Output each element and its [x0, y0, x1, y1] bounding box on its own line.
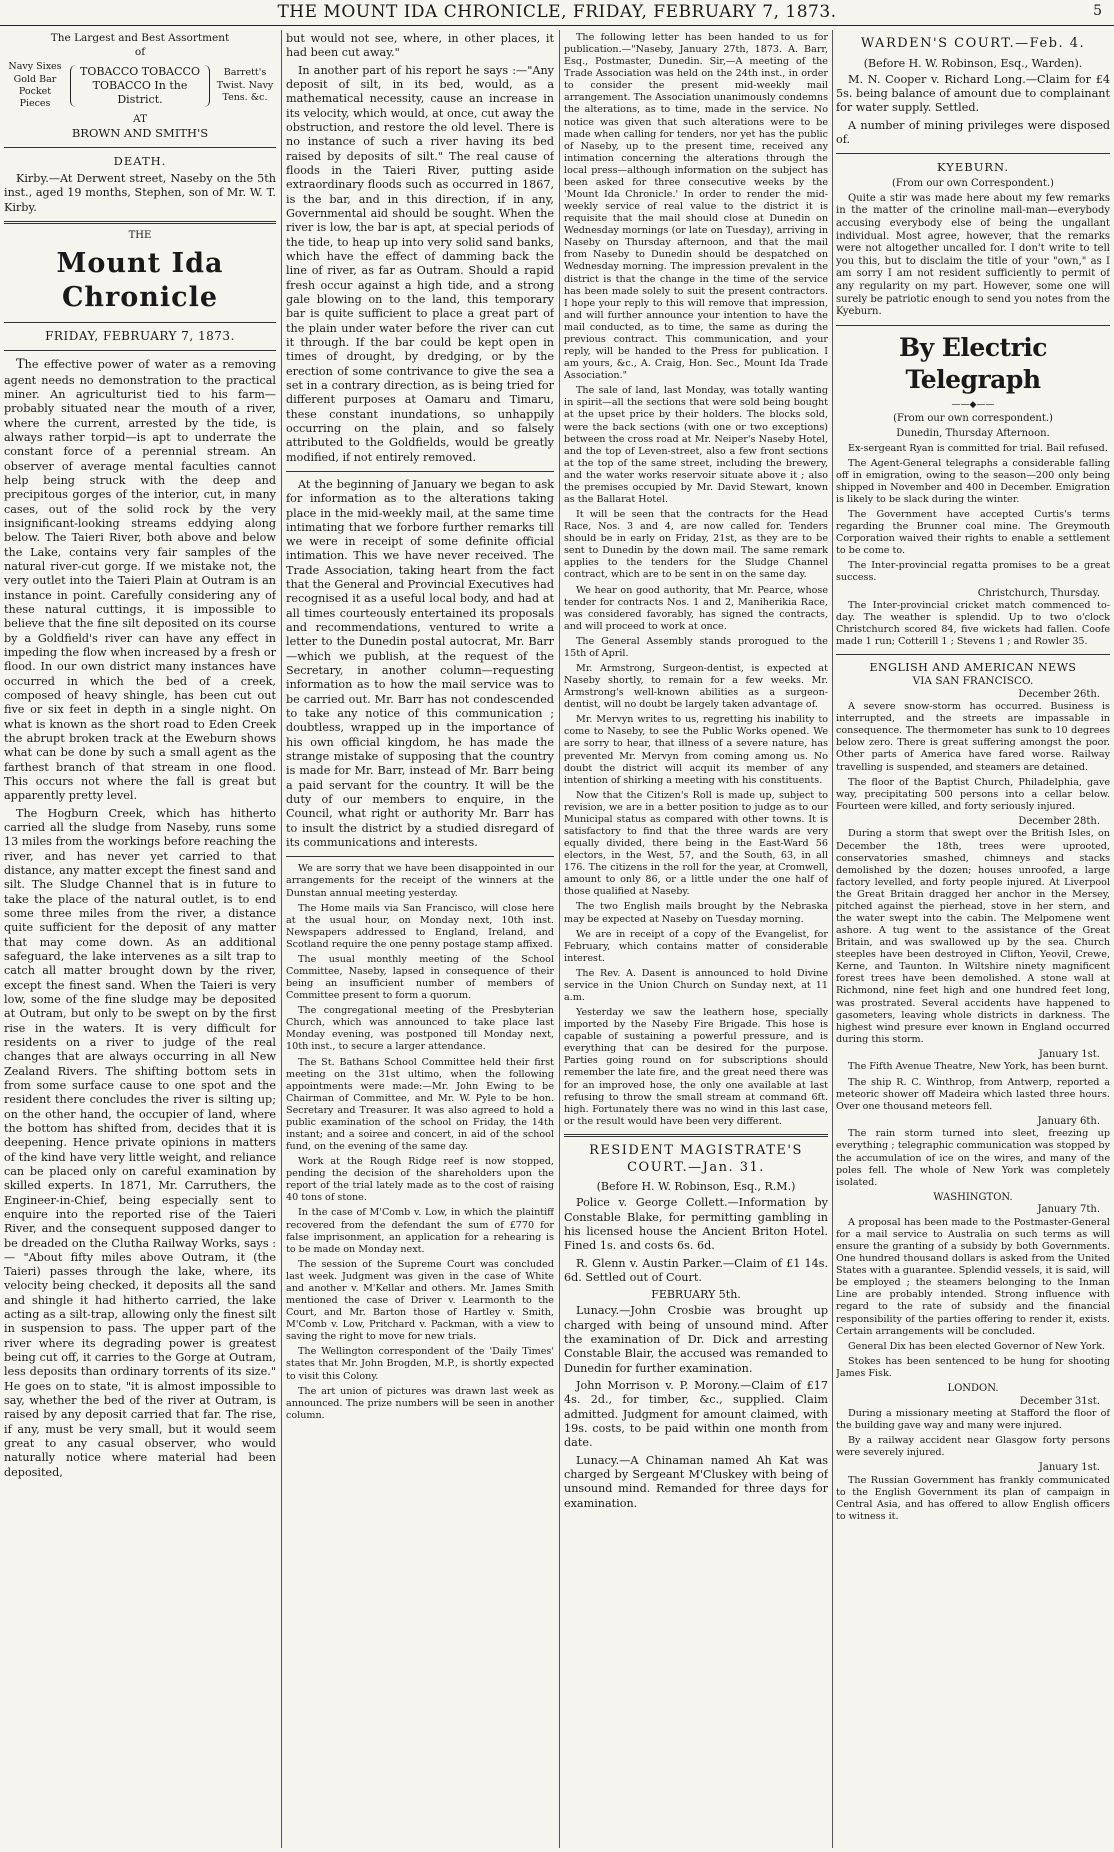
news-date: January 7th.: [1037, 1204, 1100, 1216]
news-paragraph: The sale of land, last Monday, was totally wanting in spirit—all the sections that were sold being bought at the upset price by their holders. The blocks sold, were the back sections (with one or two exceptions) between the cross road at Mr. Neiper's Naseby Hotel, and the top of Leven-street, also a few front sections at the top of the same street, including the brewery, and the water works reservoir situate above it ; also the premises occupied by Mr. David Stewart, known as the Ballarat Hotel.: [564, 385, 828, 505]
telegraph-heading: By Electric Telegraph: [899, 332, 1047, 394]
news-paragraph: By a railway accident near Glasgow forty persons were severely injured.: [836, 1435, 1110, 1459]
editorial-paragraph: The effective power of water as a removing agent needs no demonstration to the practical miner. An agriculturist tied to his farm—probably situated near the mouth of a river, where the current, arrested by the tide, is always rather torpid—is apt to underrate the constant force of a perennial stream. An observer of average mental faculties cannot help being struck with the deep and precipitous gorges of the interior, cut, in many cases, out of the solid rock by the very insignificant-looking streams eddying along below. The Taieri River, both above and below the Lake, contains very fair samples of the natural river-cut gorge. If we mistake not, the very outlet into the Taieri Plain at Outram is an instance in point. Carefully considering any of these natural cuttings, it is impossible to believe that the fine silt deposited on its course by a Goldfield's river can have any effect in impeding the flow when increased by a fresh or flood. In our own district many instances have occurred in which the bed of a creek, composed of heavy shingle, has been cut out five or six feet in depth in a single night. On what is known as the short road to Eden Creek the abrupt broken track at the Eweburn shows what can be done by such a small agent as the farthest branch of that stream in one flood. This occurs not where the fall is great but apparently pretty level.: [4, 357, 276, 803]
telegraph-paragraph: The Agent-General telegraphs a considerable falling off in emigration, owing to the season—200 only being shipped in November and 400 in December. Emigration is likely to be slack during the winter.: [836, 457, 1110, 506]
court-paragraph: M. N. Cooper v. Richard Long.—Claim for £4 5s. being balance of amount due to complainant for water supply. Settled.: [836, 72, 1110, 115]
news-paragraph: The floor of the Baptist Church, Philadelphia, gave way, precipitating 500 persons into a cellar below. Fourteen were killed, and forty seriously injured.: [836, 776, 1110, 812]
death-heading: DEATH.: [113, 154, 167, 169]
telegraph-paragraph: Ex-sergeant Ryan is committed for trial. Bail refused.: [848, 442, 1108, 454]
news-date: December 26th.: [1018, 688, 1100, 700]
kyeburn-heading: KYEBURN.: [936, 160, 1010, 175]
news-date: January 1st.: [1038, 1048, 1100, 1060]
editorial-paragraph: but would not see, where, in other places, it had been cut away.": [286, 32, 554, 60]
warden-heading: WARDEN'S COURT.—Feb. 4.: [860, 36, 1086, 51]
court-paragraph: Police v. George Collett.—Information by Constable Blake, for permitting gambling in his licensed house the Ancient Briton Hotel. Fined 1s. and costs 6s. 6d.: [564, 1196, 828, 1253]
column-rule: [832, 30, 833, 1848]
news-date: January 1st.: [1038, 1462, 1100, 1474]
ad-line: of: [134, 45, 146, 58]
news-paragraph: The Wellington correspondent of the 'Daily Times' states that Mr. John Brogden, M.P., is shortly expected to visit this Colony.: [286, 1346, 554, 1382]
news-date: WASHINGTON.: [933, 1191, 1013, 1203]
column-4: [836, 32, 1110, 1847]
news-heading: ENGLISH AND AMERICAN NEWS: [869, 661, 1077, 675]
news-paragraph: During a storm that swept over the British Isles, on December the 18th, trees were uprooted, conservatories smashed, chimneys and stacks demolished by the dozen; houses unroofed, a large factory levelled, and forty people injured. At Liverpool the Great Britain dragged her anchor in the Mersey, pitched against the pierhead, stove in her stern, and the water swept into the cabin. The Melpomene went ashore. A tug went to the assistance of the Great Britain, and was swallowed up by the sea. Church steeples have been destroyed in Clifton, Yeovil, Crewe, Kerne, and Taunton. In Wiltshire ninety magnificent forest trees have been demolished. A stone wall at Richmond, nine feet high and one hundred feet long, was prostrated. Several accidents have happened to gasometers, leaving whole districts in darkness. The highest wind presure ever known in England occurred during this storm.: [836, 828, 1110, 1045]
news-paragraph: We are sorry that we have been disappointed in our arrangements for the receipt of the winners at the Dunstan annual meeting yesterday.: [286, 863, 554, 899]
news-paragraph: The two English mails brought by the Nebraska may be expected at Naseby on Tuesday morning.: [564, 901, 828, 925]
news-paragraph: The Home mails via San Francisco, will close here at the usual hour, on Monday next, 10th inst. Newspapers addressed to England, Ireland, and Scotland require the one penny postage stamp affixed.: [286, 902, 554, 950]
news-paragraph: Work at the Rough Ridge reef is now stopped, pending the decision of the shareholders upon the report of the trial lately made as to the cost of raising 40 tons of stone.: [286, 1156, 554, 1204]
dateline-christchurch: Christchurch, Thursday.: [977, 587, 1100, 599]
column-2: [286, 32, 554, 1847]
news-date: December 28th.: [1018, 815, 1100, 827]
news-paragraph: The General Assembly stands prorogued to the 15th of April.: [564, 635, 828, 659]
telegraph-paragraph: The Inter-provincial regatta promises to be a great success.: [836, 560, 1110, 584]
news-paragraph: The art union of pictures was drawn last week as announced. The prize numbers will be seen in another column.: [286, 1385, 554, 1421]
news-paragraph: During a missionary meeting at Stafford the floor of the building gave way and many were injured.: [836, 1408, 1110, 1432]
column-rule: [281, 30, 282, 1848]
court-paragraph: A number of mining privileges were disposed of.: [836, 118, 1110, 147]
news-paragraph: We are in receipt of a copy of the Evangelist, for February, which contains matter of considerable interest.: [564, 928, 828, 964]
masthead-title: THE MOUNT IDA CHRONICLE, FRIDAY, FEBRUARY 7, 1873.: [277, 2, 837, 22]
news-paragraph: The ship R. C. Winthrop, from Antwerp, reported a meteoric shower off Madeira which lasted three hours. Over one thousand meteors fell.: [836, 1076, 1110, 1112]
column-rule: [559, 30, 560, 1848]
news-paragraph: The congregational meeting of the Presbyterian Church, which was announced to take place last Monday evening, was postponed till Monday next, 10th inst., to secure a larger attendance.: [286, 1005, 554, 1053]
ad-middle: TOBACCO TOBACCO TOBACCO In the District.: [70, 65, 210, 108]
kyeburn-subheading: (From our own Correspondent.): [892, 178, 1054, 190]
news-paragraph: A severe snow-storm has occurred. Business is interrupted, and the streets are impassable in consequence. The thermometer has sunk to 10 degrees below zero. There is great suffering amongst the poor. Other parts of America have fared worse. Railway travelling is suspended, and steamers are detained.: [836, 701, 1110, 773]
court-subheading: (Before H. W. Robinson, Esq., R.M.): [596, 1180, 796, 1194]
court-paragraph: R. Glenn v. Austin Parker.—Claim of £1 14s. 6d. Settled out of Court.: [564, 1256, 828, 1284]
court-paragraph: Lunacy.—A Chinaman named Ah Kat was charged by Sergeant M'Cluskey with being of unsound mind. Remanded for three days for examination.: [564, 1453, 828, 1510]
news-paragraph: We hear on good authority, that Mr. Pearce, whose tender for contracts Nos. 1 and 2, Maniherikia Race, was considered favorably, has signed the contracts, and will proceed to work at once.: [564, 584, 828, 632]
news-paragraph: The rain storm turned into sleet, freezing up everything ; telegraphic communication was stopped by the accumulation of ice on the wires, and many of the poles fell. The whole of New York was completely isolated.: [836, 1128, 1110, 1188]
news-paragraph: Mr. Mervyn writes to us, regretting his inability to come to Naseby, to see the Public Works opened. We are sorry to hear, that illness of a severe nature, has prevented Mr. Mervyn from coming among us. No doubt the district will acquit its member of any intention of shirking a meeting with his constituents.: [564, 714, 828, 786]
telegraph-subheading: (From our own correspondent.): [893, 413, 1053, 425]
dateline-dunedin: Dunedin, Thursday Afternoon.: [896, 428, 1050, 440]
nameplate-the: THE: [128, 229, 152, 241]
editorial-paragraph: The Hogburn Creek, which has hitherto carried all the sludge from Naseby, runs some 13 miles from the workings before reaching the river, and has never yet carried to that distance, any matter except the finest sand and silt. The Sludge Channel that is in future to take the place of the natural outlet, is to end some three miles from the river, a distance quite sufficient for the deposit of any matter that may come down. As an additional safeguard, the lake intervenes as a silt trap to catch all matter brought down by the river, except the finest sand. When the Taieri is very low, some of the fine sludge may be deposited at Outram, but only to be swept on by the first rise in the waters. It is very difficult for residents on a river to judge of the real changes that are always occurring in all New Zealand Rivers. The shifting bottom sets in from some surface cause to one spot and the resident there concludes the river is silting up; on the other hand, the occupier of land, where the bottom has shifted from, decides that it is deepening. Hence private opinions in matters of the kind have very little weight, and reliance can be placed only on careful examination by skilled experts. In 1871, Mr. Carruthers, the Engineer-in-Chief, being especially sent to enquire into the reported rise of the Taieri River, and the consequent supposed danger to be dreaded on the Clutha Railway Works, says :— "About fifty miles above Outram, it (the Taieri) passes through the lake, where, its velocity being checked, it deposits all the sand and shingle it had hitherto carried, the lake acting as a silt-trap, allowing only the finest silt in suspension to pass. The upper part of the river where its degrading power is greatest being cut off, it carries to the Gorge at Outram, less deposits than ordinary torrents of its size." He goes on to state, "it is almost impossible to say, whether the bed of the river at Outram, is raised by any deposit carried that far. The rise, if any, must be very small, but it would seem great to any casual observer, who would naturally notice where material had been deposited,: [4, 806, 276, 1479]
nameplate: Mount Ida Chronicle: [56, 247, 224, 314]
news-paragraph: It will be seen that the contracts for the Head Race, Nos. 3 and 4, are now called for. Tenders should be in early on Friday, 21st, as they are to be sent to Dunedin by the down mail. The same remark applies to the tenders for the Sludge Channel contract, which are to be sent in on the same day.: [564, 509, 828, 581]
news-paragraph: The usual monthly meeting of the School Committee, Naseby, lapsed in consequence of their being an insufficient number of members of Committee present to form a quorum.: [286, 953, 554, 1002]
news-date: LONDON.: [947, 1382, 999, 1394]
news-paragraph: General Dix has been elected Governor of New York.: [848, 1340, 1106, 1352]
kyeburn-paragraph: Quite a stir was made here about my few remarks in the matter of the crinoline mail-man—everybody accusing everybody else of being the ungallant individual. Most agree, however, that the remarks were not altogether uncalled for. I don't write to tell you this, but to disclaim the title of your "own," as I am sorry I am not resident sufficiently to permit of any regularity on my part. However, some one will surely be patriotic enough to send you notes from the Kyeburn.: [836, 192, 1110, 318]
masthead: [0, 0, 1114, 26]
telegraph-paragraph: The Inter-provincial cricket match commenced to-day. The weather is splendid. Up to two o'clock Christchurch scored 84, five wickets had fallen. Coofe made 1 run; Cotterill 1 ; Stevens 1 ; and Rowler 35.: [836, 600, 1110, 648]
tobacco-advertisement: [4, 32, 276, 141]
editorial-paragraph: At the beginning of January we began to ask for information as to the alterations taking place in the mid-weekly mail, at the same time intimating that we forbore further remarks till we were in receipt of some definite official intimation. This we have never received. The Trade Association, taking heart from the fact that the General and Provincial Executives had recognised it as a useful local body, and had at all times courteously entertained its proposals and recommendations, ventured to write a letter to the Dunedin postal autocrat, Mr. Barr—which we publish, at the request of the Secretary, in another column—requesting information as to how the mail service was to be carried out. Mr. Barr has not condescended to take any notice of this communication ; doubtless, wrapped up in the importance of his own official kingdom, he has made the strange mistake of supposing that the country is made for Mr. Barr, instead of Mr. Barr being a paid servant for the country. It will be the duty of our members to enquire, in the Council, what right or authority Mr. Barr has to insult the district by a studied disregard of its communications and interests.: [286, 477, 554, 850]
news-date: December 31st.: [1019, 1395, 1100, 1407]
news-paragraph: The Rev. A. Dasent is announced to hold Divine service in the Union Church on Sunday next, at 11 a.m.: [564, 967, 828, 1004]
news-paragraph: The session of the Supreme Court was concluded last week. Judgment was given in the case of White and another v. M'Kellar and others. Mr. James Smith mentioned the case of Driver v. Learmonth to the Court, and Mr. Barton those of Hartley v. Smith, M'Comb v. Low, Pritchard v. Packman, with a view to saving the right to move for new trials.: [286, 1258, 554, 1343]
death-notice: Kirby.—At Derwent street, Naseby on the 5th inst., aged 19 months, Stephen, son of Mr. W. T. Kirby.: [4, 171, 276, 214]
dateline: FRIDAY, FEBRUARY 7, 1873.: [45, 328, 235, 343]
news-paragraph: Now that the Citizen's Roll is made up, subject to revision, we are in a better position to judge as to our Municipal status as compared with other towns. It is satisfactory to find that the three wards are very equally divided, there being in the East-Ward 56 electors, in the West, 57, and the South, 63, in all 176. The citizens in the roll for the year, at Cromwell, amount to only 86, or a little under the one half of those qualified at Naseby.: [564, 789, 828, 898]
ad-line: AT: [132, 112, 147, 125]
warden-subheading: (Before H. W. Robinson, Esq., Warden).: [863, 56, 1083, 70]
ad-right: Barrett's Twist. Navy Tens. &c.: [216, 67, 274, 104]
news-paragraph: The following letter has been handed to us for publication.—"Naseby, January 27th, 1873. A. Barr, Esq., Postmaster, Dunedin. Sir,—A meeting of the Trade Association was held on the 24th inst., in order to consider the present mid-weekly mail arrangement. The Association unanimously condemns the alterations, as to time, made in the service. No notice was given that such alterations were to be made when calling for tenders, nor yet has the public of Naseby, up to the present time, received any intimation concerning the alterations through the local press—although information on the subject has been asked for three consecutive weeks by the 'Mount Ida Chronicle.' In order to render the mid-weekly service of real value to the district it is requisite that the mail should close at Dunedin on Wednesday mornings (or late on Tuesday), arriving in Naseby on Thursday afternoon, and that the mail from Naseby to Dunedin should be despatched on Wednesday morning. The impression prevalent in the district is that the change in the time of the service has been made solely to suit the present contractors. I hope your reply to this will remove that impression, and will further announce your intention to have the mail conducted, as to time, the same as during the previous contract. This communication, and your reply, will be handed to the Press for publication. I am yours, &c., A. Craig, Hon. Sec., Mount Ida Trade Association.": [564, 32, 828, 382]
news-date: January 6th.: [1037, 1115, 1100, 1127]
court-paragraph: Lunacy.—John Crosbie was brought up charged with being of unsound mind. After the examination of Dr. Dick and arresting Constable Blair, the accused was remanded to Dunedin for further examination.: [564, 1304, 828, 1375]
court-heading: RESIDENT MAGISTRATE'S COURT.—Jan. 31.: [589, 1142, 803, 1175]
news-paragraph: Mr. Armstrong, Surgeon-dentist, is expected at Naseby shortly, to remain for a few weeks. Mr. Armstrong's well-known abilities as a surgeon-dentist, will no doubt be largely taken advantage of.: [564, 662, 828, 711]
editorial-paragraph: In another part of his report he says :—"Any deposit of silt, in its bed, would, as a mathematical necessity, cause an increase in its velocity, which would, at once, cut away the obstruction, and restore the old level. There is no instance of such a river having its bed raised by deposits of silt." The real cause of floods in the Taieri River, putting aside extraordinary floods such as occurred in 1867, is the bar, and in this direction, if in any, Governmental aid should be sought. When the river is low, the bar is apt, at special periods of the tide, to heap up into very solid sand banks, which have the effect of damming back the line of river, as far as Outram. Should a rapid fresh occur against a high tide, and a strong gale blowing on to the land, this temporary bar is quite sufficient to place a great part of the plain under water before the river can cut it through. If the bar could be kept open in times of drought, by dredging, or by the erection of some contrivance to give the sea a set in a contrary direction, as is being tried for different purposes at Oamaru and Timaru, these constant inundations, so unhappily occurring on the plain, and so falsely attributed to the Goldfields, would be greatly modified, if not entirely removed.: [286, 63, 554, 464]
column-3: [564, 32, 828, 1847]
news-list: [836, 689, 1110, 1524]
column-1: [4, 32, 276, 1847]
news-paragraph: The Russian Government has frankly communicated to the English Government its plan of campaign in Central Asia, and has offered to allow English officers to witness it.: [836, 1475, 1110, 1523]
court-paragraph: John Morrison v. P. Morony.—Claim of £17 4s. 2d., for timber, &c., supplied. Claim admitted. Judgment for amount claimed, with 19s. costs, to be paid within one month from date.: [564, 1378, 828, 1450]
news-paragraph: Stokes has been sentenced to be hung for shooting James Fisk.: [836, 1355, 1110, 1379]
ad-shop-name: BROWN AND SMITH'S: [71, 126, 209, 141]
telegraph-paragraph: The Government have accepted Curtis's terms regarding the Brunner coal mine. The Greymouth Corporation waived their rights to enable a settlement to be come to.: [836, 509, 1110, 557]
ad-left: Navy Sixes Gold Bar Pocket Pieces: [8, 61, 62, 110]
news-paragraph: In the case of M'Comb v. Low, in which the plaintiff recovered from the defendant the sum of £770 for false imprisonment, an application for a rehearing is to be made on Monday next.: [286, 1207, 554, 1255]
news-paragraph: A proposal has been made to the Postmaster-General for a mail service to Australia on such terms as will ensure the granting of a subsidy by both Governments. One hundred thousand dollars is asked from the United States with a guarantee. Splendid vessels, it is said, will be employed ; the steamers belonging to the Inman Line are probably intended. Strong influence with regard to the rate of subsidy and the financial responsibility of the parties offering to render it, exists. Certain arrangements will be concluded.: [836, 1216, 1110, 1337]
page-number: 5: [1093, 3, 1102, 19]
ornament-icon: ——◆——: [951, 399, 995, 410]
news-paragraph: The St. Bathans School Committee held their first meeting on the 31st ultimo, when the following appointments were made:—Mr. John Ewing to be Chairman of Committee, and Mr. W. Pyle to be hon. Secretary and Treasurer. It was also agreed to hold a public examination of the school on Friday, the 14th instant; and a soiree and concert, in aid of the school fund, on the evening of the same day.: [286, 1056, 554, 1153]
news-via: VIA SAN FRANCISCO.: [912, 675, 1034, 688]
news-paragraph: Yesterday we saw the leathern hose, specially imported by the Naseby Fire Brigade. This hose is capable of sustaining a powerful pressure, and is everything that can be desired for the purpose. Parties going round on for subscriptions should remember the late fire, and the great need there was for an improved hose, the only one available at last refusing to throw the small stream at command 6ft. high. Fortunately there was no wind in this last case, or the result would have been very different.: [564, 1007, 828, 1127]
news-paragraph: The Fifth Avenue Theatre, New York, has been burnt.: [848, 1061, 1109, 1073]
ad-line: The Largest and Best Assortment: [50, 32, 230, 44]
court-date: FEBRUARY 5th.: [651, 1288, 741, 1302]
